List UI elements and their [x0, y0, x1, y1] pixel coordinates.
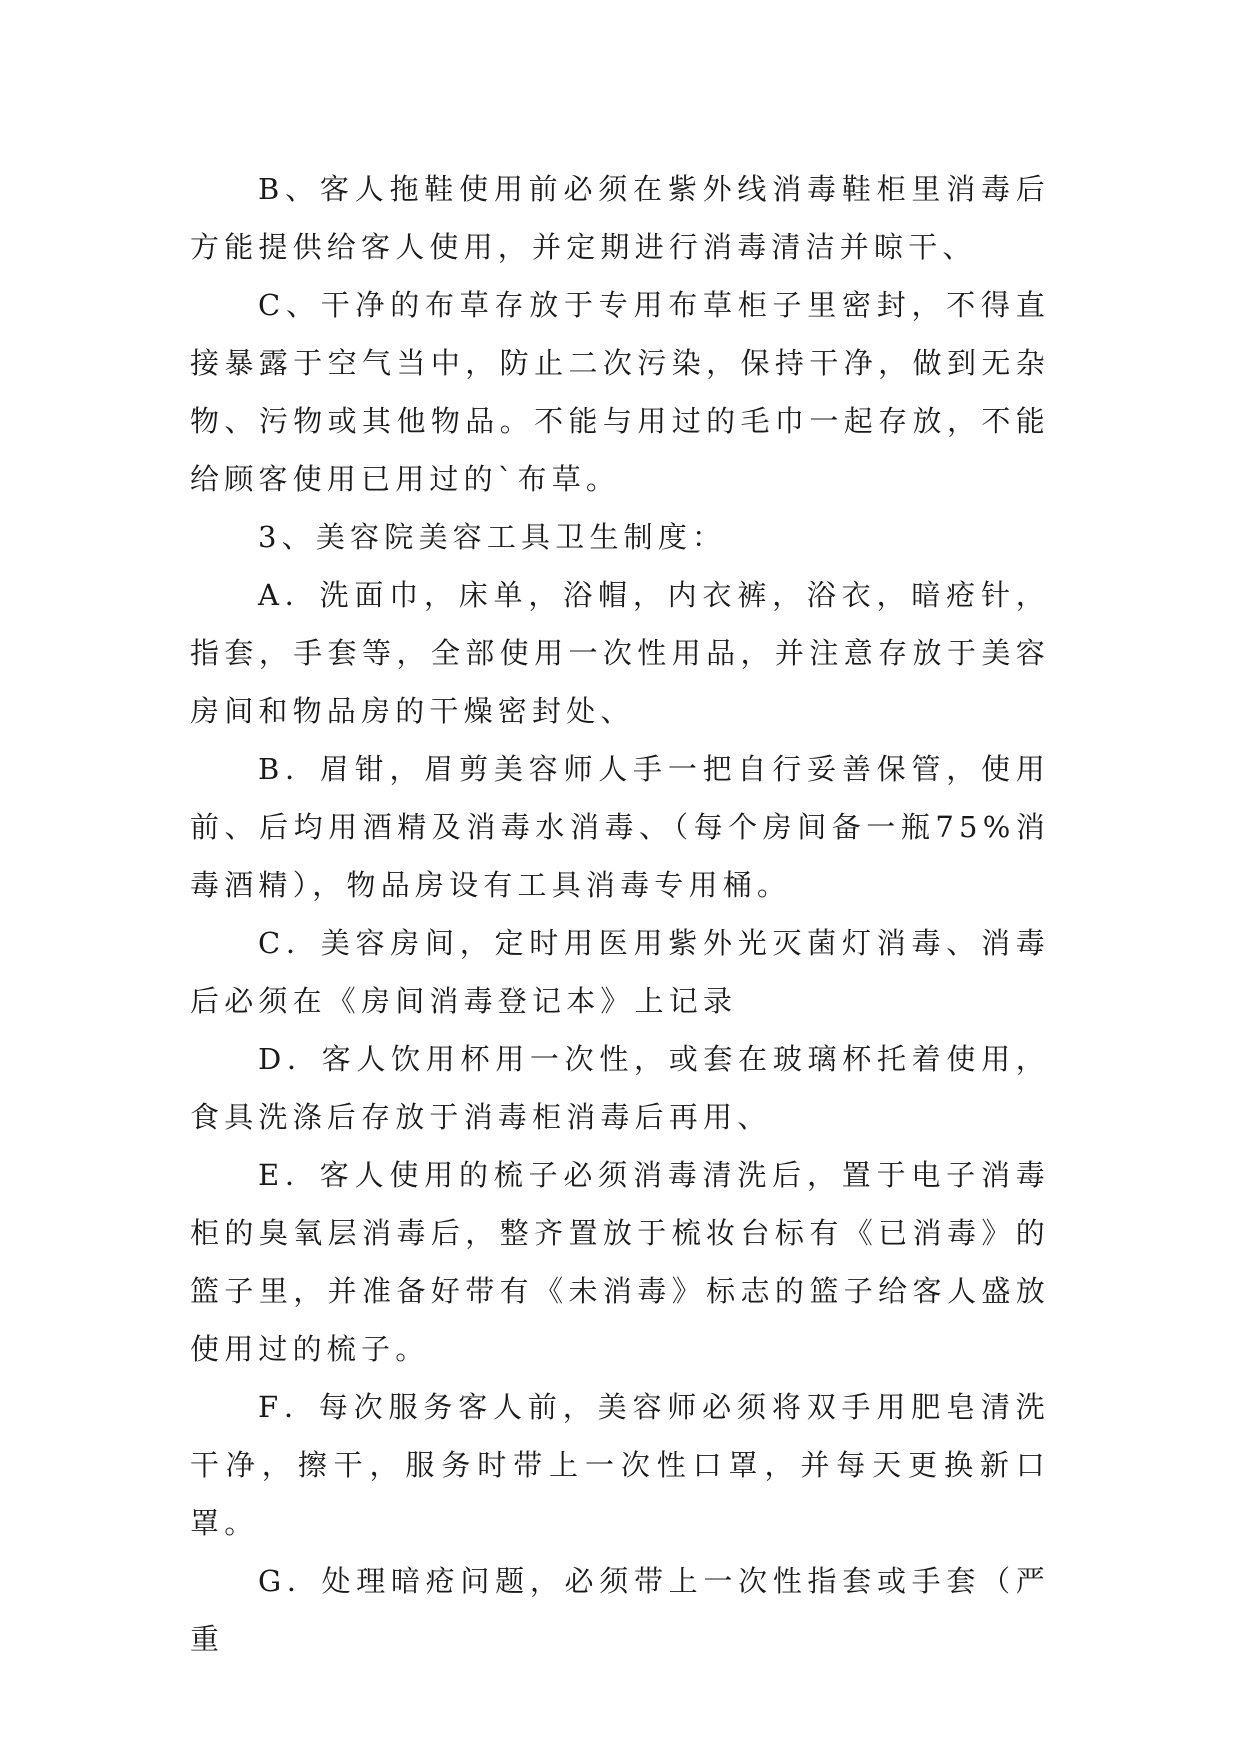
paragraph-acne: G．处理暗疮问题，必须带上一次性指套或手套（严重 — [190, 1564, 1050, 1656]
paragraph-room-disinfection: C．美容房间，定时用医用紫外光灭菌灯消毒、消毒后必须在《房间消毒登记本》上记录 — [190, 926, 1050, 1018]
paragraph-disposables: A．洗面巾，床单，浴帽，内衣裤，浴衣，暗疮针，指套，手套等，全部使用一次性用品，并注意存放于美容房间和物品房的干燥密封处、 — [190, 578, 1050, 728]
paragraph-linen: C、干净的布草存放于专用布草柜子里密封，不得直接暴露于空气当中，防止二次污染，保持干净，做到无杂物、污物或其他物品。不能与用过的毛巾一起存放，不能给顾客使用已用过的`布草。 — [190, 288, 1050, 496]
paragraph-combs: E．客人使用的梳子必须消毒清洗后，置于电子消毒柜的臭氧层消毒后，整齐置放于梳妆台标有《已消毒》的篮子里，并准备好带有《未消毒》标志的篮子给客人盛放使用过的梳子。 — [190, 1158, 1050, 1366]
document-body — [190, 160, 1050, 1668]
paragraph-hand-washing: F．每次服务客人前，美容师必须将双手用肥皂清洗干净，擦干，服务时带上一次性口罩，并每天更换新口罩。 — [190, 1390, 1050, 1540]
paragraph-tweezers: B．眉钳，眉剪美容师人手一把自行妥善保管，使用前、后均用酒精及消毒水消毒、（每个房间备一瓶75%消毒酒精），物品房设有工具消毒专用桶。 — [190, 752, 1050, 902]
paragraph-slippers: B、客人拖鞋使用前必须在紫外线消毒鞋柜里消毒后方能提供给客人使用，并定期进行消毒清洁并晾干、 — [190, 172, 1050, 264]
paragraph-section-3-heading: 3、美容院美容工具卫生制度： — [258, 520, 727, 554]
paragraph-cups: D．客人饮用杯用一次性，或套在玻璃杯托着使用，食具洗涤后存放于消毒柜消毒后再用、 — [190, 1042, 1050, 1134]
